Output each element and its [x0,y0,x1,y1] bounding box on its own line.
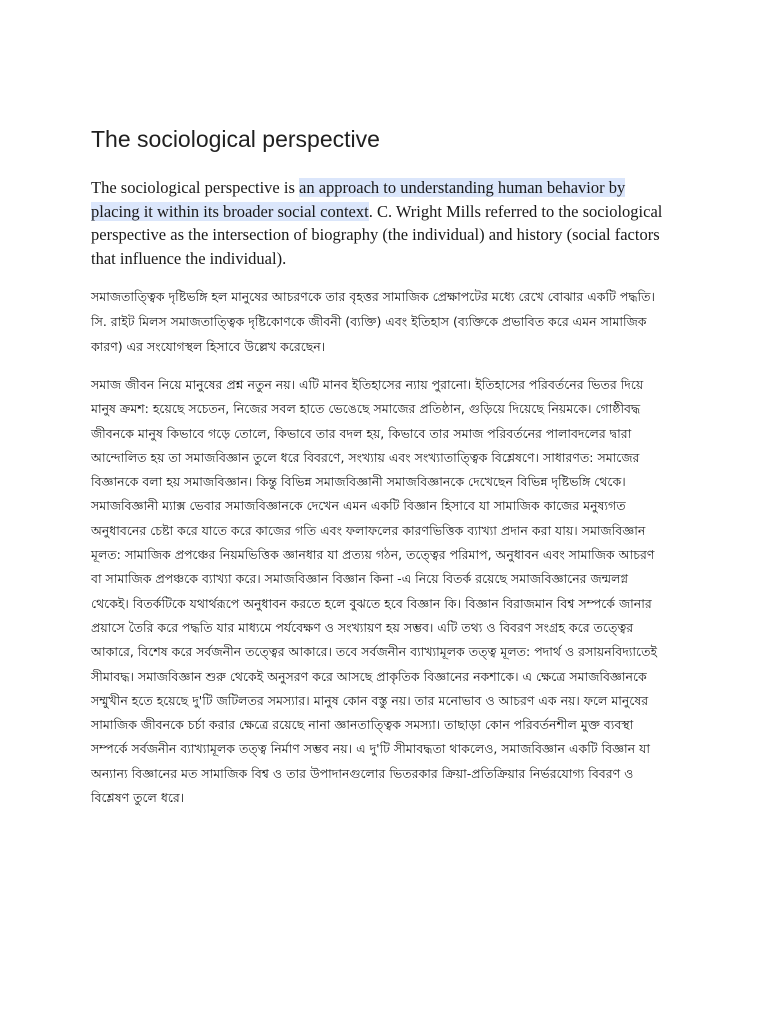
intro-text-start: The sociological perspective is [91,178,300,197]
intro-paragraph [91,176,668,270]
intro-text-end: . C. Wright Mills referred to the sociological perspective as the intersection of biography (the individual) and history (social factors that influence the individual). [91,201,663,268]
bangla-body-paragraph: সমাজ জীবন নিয়ে মানুষের প্রশ্ন নতুন নয়। এটি মানব ইতিহাসের ন্যায় পুরানো। ইতিহাসের পরিবর্তনের ভিতর দিয়ে মানুষ ক্রমশ: হয়েছে সচেতন, নিজের সবল হাতে ভেঙেছে সমাজের প্রতিষ্ঠান, গুড়িয়ে দিয়েছে নিয়মকে। গোষ্ঠীবদ্ধ জীবনকে মানুষ কিভাবে গড়ে তোলে, কিভাবে তার বদল হয়, কিভাবে তার সমাজ পরিবর্তনের পালাবদলের দ্বারা আন্দোলিত হয় তা সমাজবিজ্ঞান তুলে ধরে বিবরণে, সংখ্যায় এবং সংখ্যাতাত্ত্বিক বিশ্লেষণে। সাধারণত: সমাজের বিজ্ঞানকে বলা হয় সমাজবিজ্ঞান। কিন্তু বিভিন্ন সমাজবিজ্ঞানী সমাজবিজ্ঞানকে দেখেছেন বিভিন্ন দৃষ্টিভঙ্গি থেকে। সমাজবিজ্ঞানী ম্যাক্স ভেবার সমাজবিজ্ঞানকে দেখেন এমন একটি বিজ্ঞান হিসাবে যা সামাজিক কাজের মনুষ্যগত অনুধাবনের চেষ্টা করে যাতে করে কাজের গতি এবং ফলাফলের কারণভিত্তিক ব্যাখ্যা প্রদান করা যায়। সমাজবিজ্ঞান মূলত: সামাজিক প্রপঞ্চের নিয়মভিত্তিক জ্ঞানধার যা প্রত্যয় গঠন, তত্ত্বের পরিমাপ, অনুধাবন এবং সামাজিক আচরণ বা সামাজিক প্রপঞ্চকে ব্যাখ্যা করে। সমাজবিজ্ঞান বিজ্ঞান কিনা -এ নিয়ে বিতর্ক রয়েছে সমাজবিজ্ঞানের জন্মলগ্ন থেকেই। বিতর্কটিকে যথার্থরূপে অনুধাবন করতে হলে বুঝতে হবে বিজ্ঞান কি। বিজ্ঞান বিরাজমান বিশ্ব সম্পর্কে জানার প্রয়াসে তৈরি করে পদ্ধতি যার মাধ্যমে পর্যবেক্ষণ ও সংখ্যায়ণ হয় সম্ভব। এটি তথ্য ও বিবরণ সংগ্রহ করে তত্ত্বের আকারে, বিশেষ করে সর্বজনীন তত্ত্বের আকারে। তবে সর্বজনীন ব্যাখ্যামূলক তত্ত্ব মূলত: পদার্থ ও রসায়নবিদ্যাতেই সীমাবদ্ধ। সমাজবিজ্ঞান শুরু থেকেই অনুসরণ করে আসছে প্রাকৃতিক বিজ্ঞানের নকশাকে। এ ক্ষেত্রে সমাজবিজ্ঞানকে সম্মুখীন হতে হয়েছে দু'টি জটিলতর সমস্যার। মানুষ কোন বস্তু নয়। তার মনোভাব ও আচরণ এক নয়। ফলে মানুষের সামাজিক জীবনকে চর্চা করার ক্ষেত্রে রয়েছে নানা জ্ঞানতাত্ত্বিক সমস্যা। তাছাড়া কোন পরিবর্তনশীল মুক্ত ব্যবস্থা সম্পর্কে সর্বজনীন ব্যাখ্যামূলক তত্ত্ব নির্মাণ সম্ভব নয়। এ দু'টি সীমাবদ্ধতা থাকলেও, সমাজবিজ্ঞান একটি বিজ্ঞান যা অন্যান্য বিজ্ঞানের মত সামাজিক বিশ্ব ও তার উপাদানগুলোর ভিতরকার ক্রিয়া-প্রতিক্রিয়ার নির্ভরযোগ্য বিবরণ ও বিশ্লেষণ তুলে ধরে। [91,377,657,806]
bangla-summary-paragraph: সমাজতাত্ত্বিক দৃষ্টিভঙ্গি হল মানুষের আচরণকে তার বৃহত্তর সামাজিক প্রেক্ষাপটের মধ্যে রেখে বোঝার একটি পদ্ধতি। সি. রাইট মিলস সমাজতাত্ত্বিক দৃষ্টিকোণকে জীবনী (ব্যক্তি) এবং ইতিহাস (ব্যক্তিকে প্রভাবিত করে এমন সামাজিক কারণ) এর সংযোগস্থল হিসাবে উল্লেখ করেছেন। [91,289,655,354]
page-title: The sociological perspective [91,126,380,152]
highlighted-definition[interactable]: an approach to understanding human behavior by placing it within its broader social context [91,178,626,221]
